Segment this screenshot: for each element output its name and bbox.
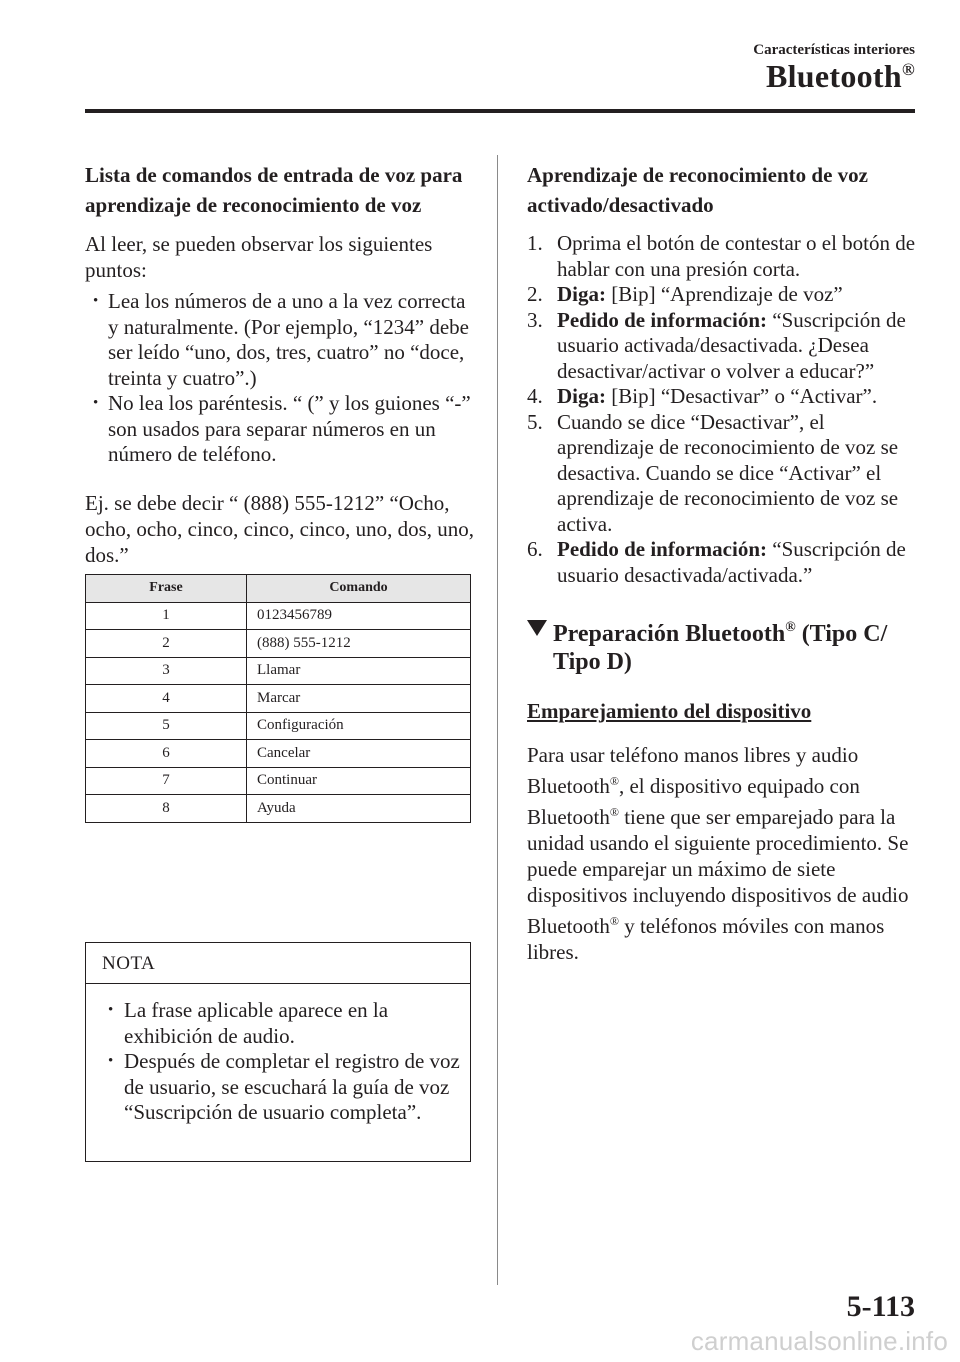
table-row	[86, 657, 471, 685]
table-cell: Configuración	[247, 712, 471, 740]
list-item: • La frase aplicable aparece en la exhibición de audio.	[86, 998, 470, 1049]
note-box	[85, 942, 471, 1162]
step-item: 6. Pedido de información: “Suscripción de usuario desactivada/activada.”	[527, 537, 906, 587]
table-cell: 4	[86, 685, 247, 713]
triangle-marker-icon	[527, 620, 547, 636]
table-cell: 1	[86, 602, 247, 630]
table-cell: 3	[86, 657, 247, 685]
reading-tips-list	[85, 289, 475, 468]
table-row	[86, 602, 471, 630]
step-item: 2. Diga: [Bip] “Aprendizaje de voz”	[527, 282, 843, 306]
table-cell: 5	[86, 712, 247, 740]
table-cell: Marcar	[247, 685, 471, 713]
table-cell: 0123456789	[247, 602, 471, 630]
column-divider	[497, 155, 498, 1285]
table-cell: 2	[86, 630, 247, 658]
page-title: Bluetooth®	[765, 58, 915, 94]
table-cell: Cancelar	[247, 740, 471, 768]
page-number: 5-113	[846, 1290, 915, 1323]
step-item: 1. Oprima el botón de contestar o el botón de hablar con una presión corta.	[527, 231, 916, 281]
table-cell: Ayuda	[247, 795, 471, 823]
watermark: carmanualsonline.info	[690, 1326, 948, 1356]
table-row	[86, 630, 471, 658]
header-rule	[85, 109, 915, 113]
column-header-command: Comando	[247, 574, 471, 602]
voice-learning-heading: Aprendizaje de reconocimiento de voz activado/desactivado	[527, 163, 868, 217]
table-row	[86, 712, 471, 740]
table-row	[86, 740, 471, 768]
step-item: 5. Cuando se dice “Desactivar”, el aprendizaje de reconocimiento de voz se desactiva. Cuando se dice “Activar” el aprendizaje de reconocimiento de voz se activa.	[527, 409, 899, 536]
list-item: • Lea los números de a uno a la vez correcta y naturalmente. (Por ejemplo, “1234” debe ser leído “uno, dos, tres, cuatro” no “doce, treinta y cuatro”.)	[88, 289, 475, 391]
table-cell: 7	[86, 767, 247, 795]
command-table	[85, 574, 471, 823]
table-cell: 6	[86, 740, 247, 768]
column-header-phrase: Frase	[86, 574, 247, 602]
steps-list	[527, 231, 917, 588]
note-title: NOTA	[86, 943, 470, 984]
section-title: Preparación Bluetooth® (Tipo C/ Tipo D)	[527, 614, 917, 676]
table-cell: (888) 555-1212	[247, 630, 471, 658]
step-item: 3. Pedido de información: “Suscripción de usuario activada/desactivada. ¿Desea desactivar/activar o volver a educar?”	[527, 307, 906, 383]
table-row	[86, 685, 471, 713]
intro-text: Al leer, se pueden observar los siguientes puntos:	[85, 232, 433, 282]
registered-mark: ®	[901, 60, 915, 79]
table-row	[86, 767, 471, 795]
table-header-row	[86, 574, 471, 602]
left-column	[85, 160, 475, 823]
example-text: Ej. se debe decir “ (888) 555-1212” “Ocho, ocho, ocho, cinco, cinco, cinco, uno, dos, uno, dos.”	[85, 490, 474, 567]
pairing-body-text: Para usar teléfono manos libres y audio Bluetooth®, el dispositivo equipado con Bluetooth® tiene que ser emparejado para la unidad usando el siguiente procedimiento. Se puede emparejar un máximo de siete dispositivos incluyendo dispositivos de audio Bluetooth® y teléfonos móviles con manos libres.	[527, 743, 909, 964]
pairing-subheading: Emparejamiento del dispositivo	[527, 699, 812, 723]
note-list	[86, 998, 470, 1126]
right-column	[527, 160, 917, 986]
table-cell: Continuar	[247, 767, 471, 795]
list-item: • Después de completar el registro de voz de usuario, se escuchará la guía de voz “Suscripción de usuario completa”.	[86, 1049, 470, 1126]
step-item: 4. Diga: [Bip] “Desactivar” o “Activar”.	[527, 384, 878, 408]
table-cell: 8	[86, 795, 247, 823]
table-cell: Llamar	[247, 657, 471, 685]
voice-command-heading: Lista de comandos de entrada de voz para aprendizaje de reconocimiento de voz	[85, 163, 463, 217]
section-label: Características interiores	[753, 42, 915, 58]
table-row	[86, 795, 471, 823]
list-item: • No lea los paréntesis. “ (” y los guiones “-” son usados para separar números en un número de teléfono.	[88, 391, 475, 468]
